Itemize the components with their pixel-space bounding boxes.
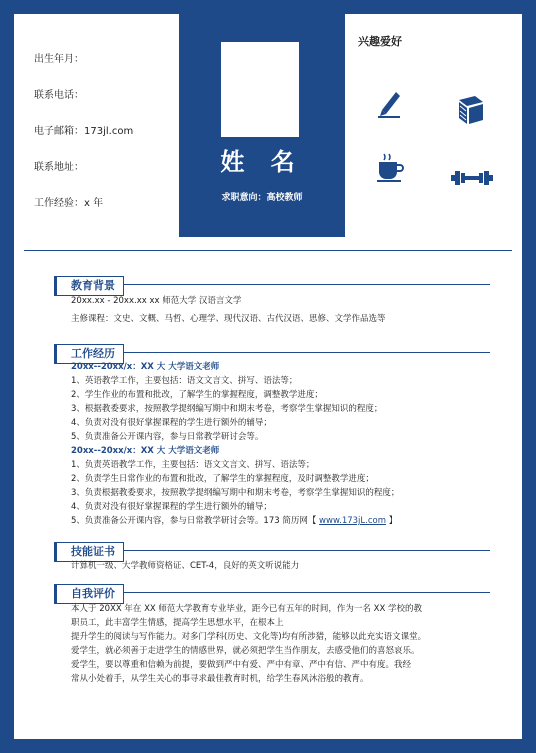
job1-line-4: 4、负责对没有很好掌握课程的学生进行额外的辅导；	[71, 418, 272, 428]
phone-field: 联系电话：	[34, 90, 84, 101]
experience-field: 工作经验：x 年	[34, 198, 104, 209]
address-field: 联系地址：	[34, 162, 84, 173]
education-title: 教育背景	[54, 276, 124, 296]
job2-line-4: 4、负责对没有很好掌握课程的学生进行额外的辅导；	[71, 502, 272, 512]
self-line-2: 职员工，此丰富学生情感，提高学生思想水平，在根本上	[71, 618, 284, 628]
self-title: 自我评价	[54, 584, 124, 604]
job2-line-1: 1、负责英语教学工作，主要包括：语文文言文、拼写、语法等；	[71, 460, 315, 470]
self-line-5: 爱学生，要以尊重和信赖为前提，要做到严中有爱、严中有章、严中有信、严中有度。我经	[71, 660, 412, 670]
skills-text: 计算机一级、大学教师资格证、CET-4，良好的英文听说能力	[71, 561, 300, 571]
skills-title: 技能证书	[54, 542, 124, 562]
job2-line-2: 2、负责学生日常作业的布置和批改，了解学生的掌握程度，及时调整教学进度；	[71, 474, 374, 484]
job2-line-3: 3、负责根据教委要求，按照教学提纲编写期中和期末考卷，考察学生掌握知识的程度；	[71, 488, 400, 498]
hobbies-title: 兴趣爱好	[358, 35, 402, 48]
education-line2: 主修课程：文史、文概、马哲、心理学、现代汉语、古代汉语、思修、文学作品选等	[71, 314, 386, 324]
pencil-icon	[376, 88, 404, 118]
self-line-6: 常从小处着手，从学生关心的事寻求最佳教育时机，给学生春风沐浴般的教育。	[71, 674, 369, 684]
name-panel	[179, 14, 345, 237]
self-line-4: 爱学生，就必须善于走进学生的情感世界，就必须把学生当作朋友，去感受他们的喜怒哀乐。	[71, 646, 420, 656]
job1-title: 20xx--20xx/x：XX 大 大学语文老师	[71, 362, 220, 372]
job2-title: 20xx--20xx/x：XX 大 大学语文老师	[71, 446, 220, 456]
self-line-1: 本人于 20XX 年在 XX 师范大学教育专业毕业，距今已有五年的时间，作为一名 XX 学校的教	[71, 604, 422, 614]
job2-line-5-text: 5、负责准备公开课内容，参与日常教学研讨会等。173 简历网【	[71, 516, 320, 526]
name-title: 姓 名	[220, 148, 304, 176]
job1-line-3: 3、根据教委要求，按照教学提纲编写期中和期末考卷，考察学生掌握知识的程度；	[71, 404, 383, 414]
skills-header	[54, 542, 490, 560]
birth-field: 出生年月：	[34, 54, 84, 65]
education-header	[54, 276, 490, 294]
job1-line-1: 1、英语教学工作，主要包括：语文文言文、拼写、语法等；	[71, 376, 298, 386]
divider-line	[24, 250, 512, 251]
email-field: 电子邮箱：173jl.com	[34, 126, 134, 137]
coffee-icon	[375, 152, 407, 184]
dumbbell-icon	[451, 168, 493, 188]
work-title: 工作经历	[54, 344, 124, 364]
job-intent: 求职意向：高校教师	[221, 193, 303, 203]
job1-line-5: 5、负责准备公开课内容，参与日常教学研讨会等。	[71, 432, 264, 442]
education-line1: 20xx.xx - 20xx.xx xx 师范大学 汉语言文学	[71, 296, 242, 306]
job2-line-5-end: 】	[386, 516, 398, 526]
personal-info	[34, 54, 133, 234]
self-line-3: 提升学生的阅读与写作能力。对多门学科(历史、文化等)均有所涉猎，能够以此充实语文课堂。	[71, 632, 427, 642]
photo-placeholder[interactable]	[221, 42, 299, 137]
job1-line-2: 2、学生作业的布置和批改，了解学生的掌握程度，调整教学进度；	[71, 390, 323, 400]
books-icon	[457, 94, 485, 124]
self-header	[54, 584, 490, 602]
job2-line-5	[71, 514, 397, 528]
resume-sheet	[14, 14, 522, 739]
website-link[interactable]: www.173jL.com	[319, 516, 387, 526]
